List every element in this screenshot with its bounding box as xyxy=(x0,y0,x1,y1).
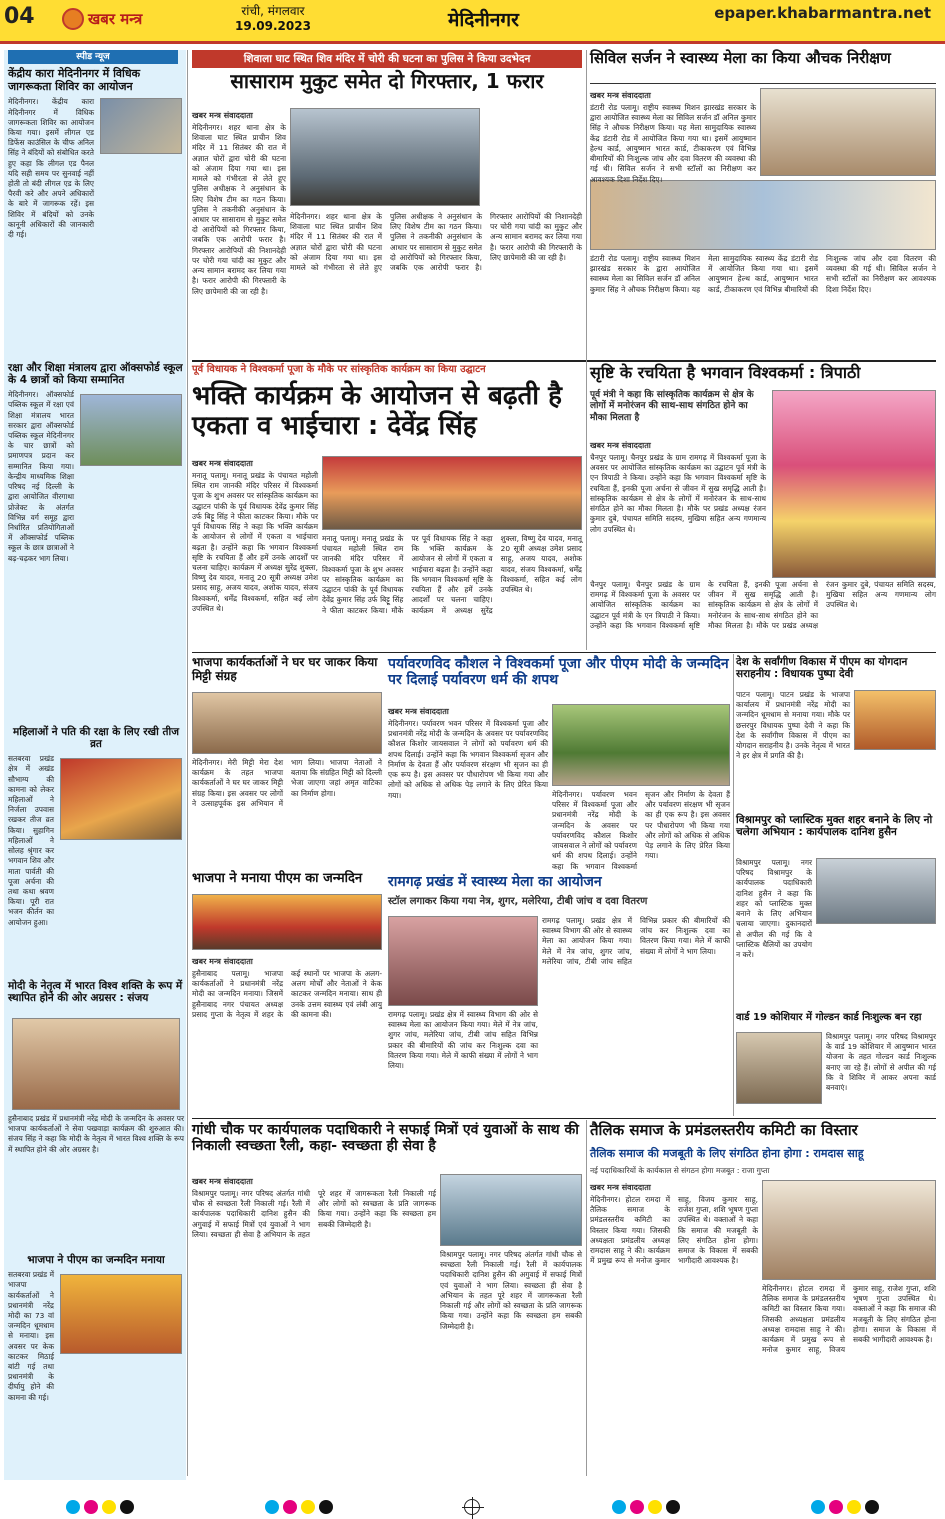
tailik-headline: तैलिक समाज के प्रमंडलस्तरीय कमिटी का विस्तार xyxy=(590,1121,858,1139)
article-body-continued: मेदिनीनगर। पर्यावरण भवन परिसर में विश्वकर्मा पूजा और प्रधानमंत्री नरेंद्र मोदी के जन्मदिन के अवसर पर पर्यावरणविद कौशल किशोर जायसवाल ने लोगों को पर्यावरण धर्म की शपथ दिलाई। उन्होंने कहा कि भगवान विश्वकर्मा सृजन और निर्माण के देवता हैं और पर्यावरण संरक्षण भी सृजन का ही एक रूप है। इस अवसर पर पौधारोपण भी किया गया और लोगों को अधिक से अधिक पेड़ लगाने के लिए प्रेरित किया गया। xyxy=(552,790,730,871)
article-body: रामगढ़ पलामू। प्रखंड क्षेत्र में स्वास्थ्य विभाग की ओर से स्वास्थ्य मेला का आयोजन किया गया। मेले में नेत्र जांच, शुगर जांच, मलेरिया जांच, टीबी जांच सहित विभिन्न प्रकार की बीमारियों की जांच कर निःशुल्क दवा का वितरण किया गया। मेले में काफी संख्या में लोगों ने भाग लिया। xyxy=(542,916,730,966)
article-body-continued: मनातू पलामू। मनातू प्रखंड के पंचायत महोली स्थित राम जानकी मंदिर परिसर में विश्वकर्मा पूजा के शुभ अवसर पर सांस्कृतिक कार्यक्रम का उद्घाटन पांकी के पूर्व विधायक देवेंद्र कुमार सिंह उर्फ बिट्टू सिंह ने फीता काटकर किया। मौके पर पूर्व विधायक सिंह ने कहा कि भक्ति कार्यक्रम के आयोजन से लोगों में एकता व भाईचारा बढ़ता है। उन्होंने कहा कि भगवान विश्वकर्मा सृष्टि के रचयिता हैं और हमें उनके आदर्शों पर चलना चाहिए। कार्यक्रम में अध्यक्ष सुरेंद्र शुक्ला, विष्णु देव यादव, मनातू 20 सूत्री अध्यक्ष उमेश प्रसाद साहू, अजय यादव, अशोक यादव, संजय विश्वकर्मा, धर्मेंद्र विश्वकर्मा, सहित कई लोग उपस्थित थे। xyxy=(322,534,582,615)
mitti-headline-box xyxy=(192,656,382,690)
column-rule xyxy=(586,1120,587,1476)
black-dot xyxy=(666,1500,680,1514)
article-body-continued: मेदिनीनगर। शहर थाना क्षेत्र के शिवाला घाट स्थित प्राचीन शिव मंदिर में 11 सितंबर की रात में अज्ञात चोरों द्वारा चोरी की घटना को अंजाम दिया गया था। इस मामले को गंभीरता से लेते हुए पुलिस अधीक्षक ने अनुसंधान के लिए विशेष टीम का गठन किया। पुलिस ने तकनीकी अनुसंधान के आधार पर सासाराम से मुकुट समेत दो आरोपियों को गिरफ्तार किया, जबकि एक आरोपी फरार है। गिरफ्तार आरोपियों की निशानदेही पर चोरी गया चांदी का मुकुट और अन्य सामान बरामद कर लिया गया है। फरार आरोपी की गिरफ्तारी के लिए छापेमारी की जा रही है। xyxy=(290,212,582,273)
print-color-bar xyxy=(0,1497,945,1517)
sidebar-article-4[interactable] xyxy=(8,980,184,1250)
ramgarh-sub-box xyxy=(388,896,730,912)
page-number: 04 xyxy=(4,4,35,29)
desh-headline-box xyxy=(736,656,936,686)
srishti-headline-box xyxy=(590,364,936,388)
tailik-meeting-photo xyxy=(762,1180,936,1280)
headline: भाजपा ने पीएम का जन्मदिन मनाया xyxy=(27,1254,165,1266)
logo-icon xyxy=(62,8,84,30)
black-dot xyxy=(319,1500,333,1514)
bjp-event-photo xyxy=(12,1018,180,1110)
byline: खबर मन्त्र संवाददाता xyxy=(192,111,253,120)
article-body: सतबरवा प्रखंड में भाजपा कार्यकर्ताओं ने प्रधानमंत्री नरेंद्र मोदी का 73 वां जन्मदिन धूमधाम से मनाया। इस अवसर पर केक काटकर मिठाई बांटी गई तथा प्रधानमंत्री के दीर्घायु होने की कामना की गई। xyxy=(8,1270,54,1402)
masthead xyxy=(0,0,945,44)
tailik-subhead: तैलिक समाज की मजबूती के लिए संगठित होना होगा : रामदास साहू xyxy=(590,1147,864,1160)
gandhi-headline-box xyxy=(192,1122,582,1170)
ramgarh-article-continued[interactable] xyxy=(388,1010,538,1114)
article-body: मनातू पलामू। मनातू प्रखंड के पंचायत महोली स्थित राम जानकी मंदिर परिसर में विश्वकर्मा पूजा के शुभ अवसर पर सांस्कृतिक कार्यक्रम का उद्घाटन पांकी के पूर्व विधायक देवेंद्र कुमार सिंह उर्फ बिट्टू सिंह ने फीता काटकर किया। मौके पर पूर्व विधायक सिंह ने कहा कि भक्ति कार्यक्रम के आयोजन से लोगों में एकता व भाईचारा बढ़ता है। उन्होंने कहा कि भगवान विश्वकर्मा सृष्टि के रचयिता हैं और हमें उनके आदर्शों पर चलना चाहिए। कार्यक्रम में अध्यक्ष सुरेंद्र शुक्ला, विष्णु देव यादव, मनातू 20 सूत्री अध्यक्ष उमेश प्रसाद साहू, अजय यादव, अशोक यादव, संजय विश्वकर्मा, धर्मेंद्र विश्वकर्मा, सहित कई लोग उपस्थित थे। xyxy=(192,471,318,613)
top-headline-box xyxy=(192,70,582,104)
pm-headline-box xyxy=(192,872,382,892)
srishti-article-continued[interactable] xyxy=(590,580,936,650)
cyan-dot xyxy=(265,1500,279,1514)
yellow-dot xyxy=(102,1500,116,1514)
headline: मोदी के नेतृत्व में भारत विश्व शक्ति के रूप में स्थापित होने की ओर अग्रसर : संजय xyxy=(8,980,183,1005)
bhakti-article-continued[interactable] xyxy=(322,534,582,650)
banner-kicker: पूर्व विधायक ने विश्वकर्मा पूजा के मौके पर सांस्कृतिक कार्यक्रम का किया उद्घाटन xyxy=(192,364,486,375)
pm-birthday-cake-photo xyxy=(192,894,382,950)
paryavaran-headline: पर्यावरणविद कौशल ने विश्वकर्मा पूजा और पीएम मोदी के जन्मदिन पर दिलाई पर्यावरण धर्म की शपथ xyxy=(388,656,729,689)
article-body: पाटन पलामू। पाटन प्रखंड के भाजपा कार्यालय में प्रधानमंत्री नरेंद्र मोदी का जन्मदिन धूमधाम से मनाया गया। मौके पर छत्तरपुर विधायक पुष्पा देवी ने कहा कि देश के सर्वांगीण विकास में पीएम का योगदान सराहनीय है। उनके नेतृत्व में भारत ने हर क्षेत्र में प्रगति की है। xyxy=(736,690,850,761)
teej-photo xyxy=(60,758,182,840)
srishti-subhead: पूर्व मंत्री ने कहा कि सांस्कृतिक कार्यक्रम से क्षेत्र के लोगों में मनोरंजन की साथ-साथ संगठित होने का मौका मिलता है xyxy=(590,390,754,423)
article-body: मेदिनीनगर। ऑक्सफोर्ड पब्लिक स्कूल में रक्षा एवं शिक्षा मंत्रालय भारत सरकार द्वारा ऑक्सफोर्ड पब्लिक स्कूल मेदिनीनगर के चार छात्रों को प्रमाणपत्र प्रदान कर सम्मानित किया गया। केन्द्रीय माध्यमिक शिक्षा परिषद नई दिल्ली के द्वारा आयोजित वीरगाथा प्रोजेक्ट के अंतर्गत विभिन्न वर्ग समूह द्वारा निर्धारित प्रतियोगिताओं में ऑक्सफोर्ड पब्लिक स्कूल के छात्र छात्राओं ने बढ़-चढ़कर भाग लिया। xyxy=(8,390,74,563)
golden-card-photo xyxy=(736,1032,822,1104)
ramgarh-headline-box xyxy=(388,874,730,894)
article-body: चैनपुर पलामू। चैनपुर प्रखंड के ग्राम रामगढ़ में विश्वकर्मा पूजा के अवसर पर आयोजित सांस्कृतिक कार्यक्रम का उद्घाटन पूर्व मंत्री के एन त्रिपाठी ने किया। उन्होंने कहा कि भगवान विश्वकर्मा सृष्टि के रचयिता हैं, इनकी पूजा अर्चना से जीवन में सुख समृद्धि आती है। सांस्कृतिक कार्यक्रम से क्षेत्र के लोगों में मनोरंजन के साथ-साथ संगठित होने का मौका मिलता है। मौके पर प्रखंड अध्यक्ष रंजन कुमार दुबे, पंचायत समिति सदस्य, मुखिया सहित अन्य गणमान्य लोग उपस्थित थे। xyxy=(590,453,766,534)
color-dots-left xyxy=(66,1500,134,1514)
yellow-dot xyxy=(301,1500,315,1514)
bhakti-headline-box xyxy=(192,382,582,452)
plastic-headline-box xyxy=(736,814,936,854)
health-fair-photo-2 xyxy=(590,180,936,250)
article-body: मेदिनीनगर। होटल रामदा में तैलिक समाज के प्रमंडलस्तरीय कमिटी का विस्तार किया गया। जिसकी अध्यक्षता प्रमंडलीय अध्यक्ष रामदास साहू ने की। कार्यक्रम में प्रमुख रूप से मनोज कुमार साहू, विजय कुमार साहू, राजेश गुप्ता, शशि भूषण गुप्ता उपस्थित थे। वक्ताओं ने कहा कि समाज की मजबूती के लिए संगठित होना होगा। समाज के विकास में सबकी भागीदारी आवश्यक है। xyxy=(590,1195,758,1266)
headline: महिलाओं ने पति की रक्षा के लिए रखी तीज व्रत xyxy=(12,726,180,751)
divider xyxy=(192,1118,936,1119)
students-photo xyxy=(80,394,182,466)
color-dots-mid-left xyxy=(265,1500,333,1514)
article-body-continued: डंटारी रोड पलामू। राष्ट्रीय स्वास्थ्य मिशन झारखंड सरकार के द्वारा आयोजित स्वास्थ्य मेला का सिविल सर्जन डॉ अनिल कुमार सिंह ने औचक निरीक्षण किया। यह मेला सामुदायिक स्वास्थ्य केंद्र डंटारी रोड में आयोजित किया गया था। इसमें आयुष्मान हेल्थ कार्ड, आयुष्मान भारत कार्ड, टीकाकरण एवं विभिन्न बीमारियों की निःशुल्क जांच और दवा वितरण की व्यवस्था की गई थी। सिविल सर्जन ने सभी स्टॉलों का निरीक्षण कर आवश्यक दिशा निर्देश दिए। xyxy=(590,254,936,294)
black-dot xyxy=(865,1500,879,1514)
vishwakarma-idol-photo xyxy=(772,390,936,578)
plantation-photo xyxy=(552,704,730,786)
paryavaran-article-continued[interactable] xyxy=(552,790,730,870)
ward-article[interactable] xyxy=(826,1032,936,1112)
sidebar-article-5[interactable] xyxy=(8,1254,184,1474)
patan-event-photo xyxy=(854,690,936,750)
column-rule xyxy=(187,50,188,1476)
banner-kicker-box xyxy=(192,364,582,380)
top-kicker: शिवाला घाट स्थित शिव मंदिर में चोरी की घटना का पुलिस ने किया उदभेदन xyxy=(243,53,531,65)
article-body: मेदिनीनगर। शहर थाना क्षेत्र के शिवाला घाट स्थित प्राचीन शिव मंदिर में 11 सितंबर की रात में अज्ञात चोरों द्वारा चोरी की घटना को अंजाम दिया गया था। इस मामले को गंभीरता से लेते हुए पुलिस अधीक्षक ने अनुसंधान के लिए विशेष टीम का गठन किया। पुलिस ने तकनीकी अनुसंधान के आधार पर सासाराम से मुकुट समेत दो आरोपियों को गिरफ्तार किया, जबकि एक आरोपी फरार है। गिरफ्तार आरोपियों की निशानदेही पर चोरी गया चांदी का मुकुट और अन्य सामान बरामद कर लिया गया है। फरार आरोपी की गिरफ्तारी के लिए छापेमारी की जा रही है। xyxy=(192,123,286,296)
article-body: सतबरवा प्रखंड क्षेत्र में अखंड सौभाग्य की कामना को लेकर महिलाओं ने निर्जला उपवास रखकर तीज व्रत किया। सुहागिन महिलाओं ने सोलह श्रृंगार कर भगवान शिव और माता पार्वती की पूजा अर्चना की तथा कथा श्रवण किया। पूरी रात भजन कीर्तन का आयोजन हुआ। xyxy=(8,754,54,927)
byline: खबर मन्त्र संवाददाता xyxy=(590,441,651,450)
bhakti-headline: भक्ति कार्यक्रम के आयोजन से बढ़ती है एकता व भाईचारा : देवेंद्र सिंह xyxy=(192,381,562,441)
tailik-caption-box xyxy=(590,1166,936,1178)
desh-article[interactable] xyxy=(736,690,850,810)
dateline xyxy=(235,4,311,34)
logo-text: खबर मन्त्र xyxy=(88,10,143,28)
article-body: मेदिनीनगर। केंद्रीय कारा मेदिनीनगर में विधिक जागरूकता शिविर का आयोजन किया गया। इसमें लीगल एड डिफेंस काउंसिल के चीफ अनिल सिंह ने बंदियों को संबोधित करते हुए कहा कि लीगल एड पैनल यदि सही समय पर सुनवाई नहीं होती तो बंदी लीगल एड के लिए पैरवी करे और अपने अधिकारों के बारे में जागरूक रहें। इस शिविर में बंदियों को उनके कानूनी अधिकारों की जानकारी दी गई। xyxy=(8,97,94,240)
article-body: हुसैनाबाद पलामू। भाजपा कार्यकर्ताओं ने प्रधानमंत्री नरेंद्र मोदी का जन्मदिन मनाया। जिसमें हुसैनाबाद नगर पंचायत अध्यक्ष प्रसाद गुप्ता के नेतृत्व में शहर के कई स्थानों पर भाजपा के अलग-अलग मोर्चों और नेताओं ने केक काटकर जन्मदिन मनाया। साथ ही उनके उत्तम स्वास्थ्य एवं लंबी आयु की कामना की। xyxy=(192,969,382,1019)
top-article-right[interactable] xyxy=(290,212,582,358)
soil-collection-photo xyxy=(192,692,382,754)
pm-birthday-photo xyxy=(60,1274,182,1354)
epaper-url[interactable]: epaper.khabarmantra.net xyxy=(714,4,931,22)
tailik-caption: नई पदाधिकारियों के कार्यकाल से संगठन होगा मजबूत : राजा गुप्ता xyxy=(590,1166,770,1175)
plastic-campaign-photo xyxy=(816,858,936,924)
black-dot xyxy=(120,1500,134,1514)
column-rule xyxy=(733,654,734,1116)
tailik-headline-box xyxy=(590,1122,936,1146)
civil-headline: सिविल सर्जन ने स्वास्थ्य मेला का किया औचक निरीक्षण xyxy=(590,49,891,67)
top-article-left[interactable] xyxy=(192,108,286,358)
divider xyxy=(192,360,936,362)
cyan-dot xyxy=(66,1500,80,1514)
byline: खबर मन्त्र संवाददाता xyxy=(590,91,651,100)
cyan-dot xyxy=(612,1500,626,1514)
city: रांची, मंगलवार xyxy=(241,4,305,18)
sidebar-article-1[interactable] xyxy=(8,68,184,358)
article-body: विश्रामपुर पलामू। नगर परिषद विश्रामपुर के वार्ड 19 कोशियार में आयुष्मान भारत योजना के तहत गोल्डन कार्ड निःशुल्क बनाए जा रहे हैं। लोगों से अपील की गई कि वे शिविर में आकर अपना कार्ड बनवाएं। xyxy=(826,1032,936,1093)
jail-camp-photo xyxy=(100,98,182,154)
ramgarh-subhead: स्टॉल लगाकर किया गया नेत्र, शुगर, मलेरिया, टीबी जांच व दवा वितरण xyxy=(388,896,648,907)
ramgarh-article[interactable] xyxy=(542,916,730,1114)
article-body: विश्रामपुर पलामू। नगर परिषद विश्रामपुर के कार्यपालक पदाधिकारी दानिश हुसैन ने कहा कि शहर को प्लास्टिक मुक्त बनाने के लिए अभियान चलाया जाएगा। दुकानदारों से अपील की गई कि वे प्लास्टिक थैलियों का उपयोग न करें। xyxy=(736,858,812,959)
headline: केंद्रीय कारा मेदिनीनगर में विधिक जागरूकता शिविर का आयोजन xyxy=(8,67,141,93)
magenta-dot xyxy=(283,1500,297,1514)
headline: रक्षा और शिक्षा मंत्रालय द्वारा ऑक्सफोर्ड स्कूल के 4 छात्रों को किया सम्मानित xyxy=(8,362,183,387)
health-fair-photo-1 xyxy=(760,88,936,176)
magenta-dot xyxy=(84,1500,98,1514)
plastic-headline: विश्रामपुर को प्लास्टिक मुक्त शहर बनाने के लिए नो चलेगा अभियान : कार्यपालक दानिश हुसैन xyxy=(736,814,933,839)
speed-news-tag: स्पीड न्यूज xyxy=(8,50,178,64)
divider xyxy=(192,652,936,653)
cleanliness-rally-photo xyxy=(440,1174,582,1246)
magenta-dot xyxy=(829,1500,843,1514)
srishti-headline: सृष्टि के रचयिता है भगवान विश्वकर्मा : त्रिपाठी xyxy=(590,363,861,382)
cyan-dot xyxy=(811,1500,825,1514)
article-body: डंटारी रोड पलामू। राष्ट्रीय स्वास्थ्य मिशन झारखंड सरकार के द्वारा आयोजित स्वास्थ्य मेला का सिविल सर्जन डॉ अनिल कुमार सिंह ने औचक निरीक्षण किया। यह मेला सामुदायिक स्वास्थ्य केंद्र डंटारी रोड में आयोजित किया गया था। इसमें आयुष्मान हेल्थ कार्ड, आयुष्मान भारत कार्ड, टीकाकरण एवं विभिन्न बीमारियों की निःशुल्क जांच और दवा वितरण की व्यवस्था की गई थी। सिविल सर्जन ने सभी स्टॉलों का निरीक्षण कर आवश्यक दिशा निर्देश दिए। xyxy=(590,103,756,184)
ramgarh-headline: रामगढ़ प्रखंड में स्वास्थ्य मेला का आयोजन xyxy=(388,874,602,890)
color-dots-mid-right xyxy=(612,1500,680,1514)
byline: खबर मन्त्र संवाददाता xyxy=(590,1183,651,1192)
srishti-sub-box xyxy=(590,390,766,434)
byline: खबर मन्त्र संवाददाता xyxy=(192,459,253,468)
logo[interactable] xyxy=(62,8,142,30)
bhakti-article[interactable] xyxy=(192,456,318,650)
paryavaran-headline-box xyxy=(388,656,730,700)
civil-headline-box xyxy=(590,50,936,84)
yellow-dot xyxy=(847,1500,861,1514)
civil-article-top[interactable] xyxy=(590,88,756,184)
tailik-article[interactable] xyxy=(590,1180,758,1474)
article-body: मेदिनीनगर। मेरी मिट्टी मेरा देश कार्यक्रम के तहत भाजपा कार्यकर्ताओं ने घर घर जाकर मिट्टी संग्रह किया। इस अवसर पर लोगों ने उत्साहपूर्वक इस अभियान में भाग लिया। भाजपा नेताओं ने बताया कि संग्रहित मिट्टी को दिल्ली भेजा जाएगा जहां अमृत वाटिका का निर्माण होगा। xyxy=(192,758,382,808)
yellow-dot xyxy=(648,1500,662,1514)
mitti-headline: भाजपा कार्यकर्ताओं ने घर घर जाकर किया मिट्टी संग्रह xyxy=(192,655,378,683)
srishti-article[interactable] xyxy=(590,438,766,578)
tailik-sub-box xyxy=(590,1148,936,1166)
gandhi-article[interactable] xyxy=(192,1174,436,1474)
police-arrest-photo xyxy=(290,108,480,206)
plastic-article[interactable] xyxy=(736,858,812,1008)
civil-article-bottom[interactable] xyxy=(590,254,936,358)
top-kicker-bar xyxy=(192,50,582,68)
registration-mark-icon xyxy=(464,1499,480,1515)
pm-article[interactable] xyxy=(192,954,382,1114)
section-name: मेदिनीनगर xyxy=(448,9,519,31)
gandhi-article-continued[interactable] xyxy=(440,1250,582,1474)
column-rule xyxy=(586,50,587,650)
article-body: मेदिनीनगर। पर्यावरण भवन परिसर में विश्वकर्मा पूजा और प्रधानमंत्री नरेंद्र मोदी के जन्मदिन के अवसर पर पर्यावरणविद कौशल किशोर जायसवाल ने लोगों को पर्यावरण धर्म की शपथ दिलाई। उन्होंने कहा कि भगवान विश्वकर्मा सृजन और निर्माण के देवता हैं और पर्यावरण संरक्षण भी सृजन का ही एक रूप है। इस अवसर पर पौधारोपण भी किया गया और लोगों को अधिक से अधिक पेड़ लगाने के लिए प्रेरित किया गया। xyxy=(388,719,548,800)
vishwakarma-event-photo xyxy=(322,456,582,530)
magenta-dot xyxy=(630,1500,644,1514)
ward-headline-box xyxy=(736,1012,936,1030)
gandhi-headline: गांधी चौक पर कार्यपालक पदाधिकारी ने सफाई मित्रों एवं युवाओं के साथ की निकाली स्वच्छता रैली, कहा- स्वच्छता ही सेवा है xyxy=(192,1122,579,1155)
byline: खबर मन्त्र संवाददाता xyxy=(192,1177,253,1186)
color-dots-right xyxy=(811,1500,879,1514)
article-body-continued: मेदिनीनगर। होटल रामदा में तैलिक समाज के प्रमंडलस्तरीय कमिटी का विस्तार किया गया। जिसकी अध्यक्षता प्रमंडलीय अध्यक्ष रामदास साहू ने की। कार्यक्रम में प्रमुख रूप से मनोज कुमार साहू, विजय कुमार साहू, राजेश गुप्ता, शशि भूषण गुप्ता उपस्थित थे। वक्ताओं ने कहा कि समाज की मजबूती के लिए संगठित होना होगा। समाज के विकास में सबकी भागीदारी आवश्यक है। xyxy=(762,1284,936,1355)
health-camp-photo xyxy=(388,916,538,1006)
tailik-article-continued[interactable] xyxy=(762,1284,936,1474)
date: 19.09.2023 xyxy=(235,19,311,33)
mitti-article[interactable] xyxy=(192,758,382,868)
article-body: विश्रामपुर पलामू। नगर परिषद अंतर्गत गांधी चौक से स्वच्छता रैली निकाली गई। रैली में कार्यपालक पदाधिकारी दानिश हुसैन की अगुवाई में सफाई मित्रों एवं युवाओं ने भाग लिया। स्वच्छता ही सेवा है अभियान के तहत पूरे शहर में जागरूकता रैली निकाली गई और लोगों को स्वच्छता के प्रति जागरूक किया गया। उन्होंने कहा कि स्वच्छता हम सबकी जिम्मेदारी है। xyxy=(192,1189,436,1239)
ward-headline: वार्ड 19 कोशियार में गोल्डन कार्ड निःशुल्क बन रहा xyxy=(736,1012,922,1023)
article-body-continued: विश्रामपुर पलामू। नगर परिषद अंतर्गत गांधी चौक से स्वच्छता रैली निकाली गई। रैली में कार्यपालक पदाधिकारी दानिश हुसैन की अगुवाई में सफाई मित्रों एवं युवाओं ने भाग लिया। स्वच्छता ही सेवा है अभियान के तहत पूरे शहर में जागरूकता रैली निकाली गई और लोगों को स्वच्छता के प्रति जागरूक किया गया। उन्होंने कहा कि स्वच्छता हम सबकी जिम्मेदारी है। xyxy=(440,1250,582,1331)
pm-headline: भाजपा ने मनाया पीएम का जन्मदिन xyxy=(192,871,363,886)
byline: खबर मन्त्र संवाददाता xyxy=(388,707,449,716)
byline: खबर मन्त्र संवाददाता xyxy=(192,957,253,966)
article-body-continued: रामगढ़ पलामू। प्रखंड क्षेत्र में स्वास्थ्य विभाग की ओर से स्वास्थ्य मेला का आयोजन किया गया। मेले में नेत्र जांच, शुगर जांच, मलेरिया जांच, टीबी जांच सहित विभिन्न प्रकार की बीमारियों की जांच कर निःशुल्क दवा का वितरण किया गया। मेले में काफी संख्या में लोगों ने भाग लिया। xyxy=(388,1010,538,1071)
sidebar-article-3[interactable] xyxy=(8,726,184,976)
top-headline: सासाराम मुकुट समेत दो गिरफ्तार, 1 फरार xyxy=(230,69,544,93)
article-body: हुसैनाबाद प्रखंड में प्रधानमंत्री नरेंद्र मोदी के जन्मदिन के अवसर पर भाजपा कार्यकर्ताओं ने सेवा पखवाड़ा कार्यक्रम की शुरुआत की। संजय सिंह ने कहा कि मोदी के नेतृत्व में भारत विश्व शक्ति के रूप में स्थापित होने की ओर अग्रसर है। xyxy=(8,1114,184,1154)
article-body-continued: चैनपुर पलामू। चैनपुर प्रखंड के ग्राम रामगढ़ में विश्वकर्मा पूजा के अवसर पर आयोजित सांस्कृतिक कार्यक्रम का उद्घाटन पूर्व मंत्री के एन त्रिपाठी ने किया। उन्होंने कहा कि भगवान विश्वकर्मा सृष्टि के रचयिता हैं, इनकी पूजा अर्चना से जीवन में सुख समृद्धि आती है। सांस्कृतिक कार्यक्रम से क्षेत्र के लोगों में मनोरंजन के साथ-साथ संगठित होने का मौका मिलता है। मौके पर प्रखंड अध्यक्ष रंजन कुमार दुबे, पंचायत समिति सदस्य, मुखिया सहित अन्य गणमान्य लोग उपस्थित थे। xyxy=(590,580,936,630)
paryavaran-article[interactable] xyxy=(388,704,548,870)
desh-headline: देश के सर्वांगीण विकास में पीएम का योगदान सराहनीय : विधायक पुष्पा देवी xyxy=(736,656,908,681)
sidebar-article-2[interactable] xyxy=(8,362,184,722)
